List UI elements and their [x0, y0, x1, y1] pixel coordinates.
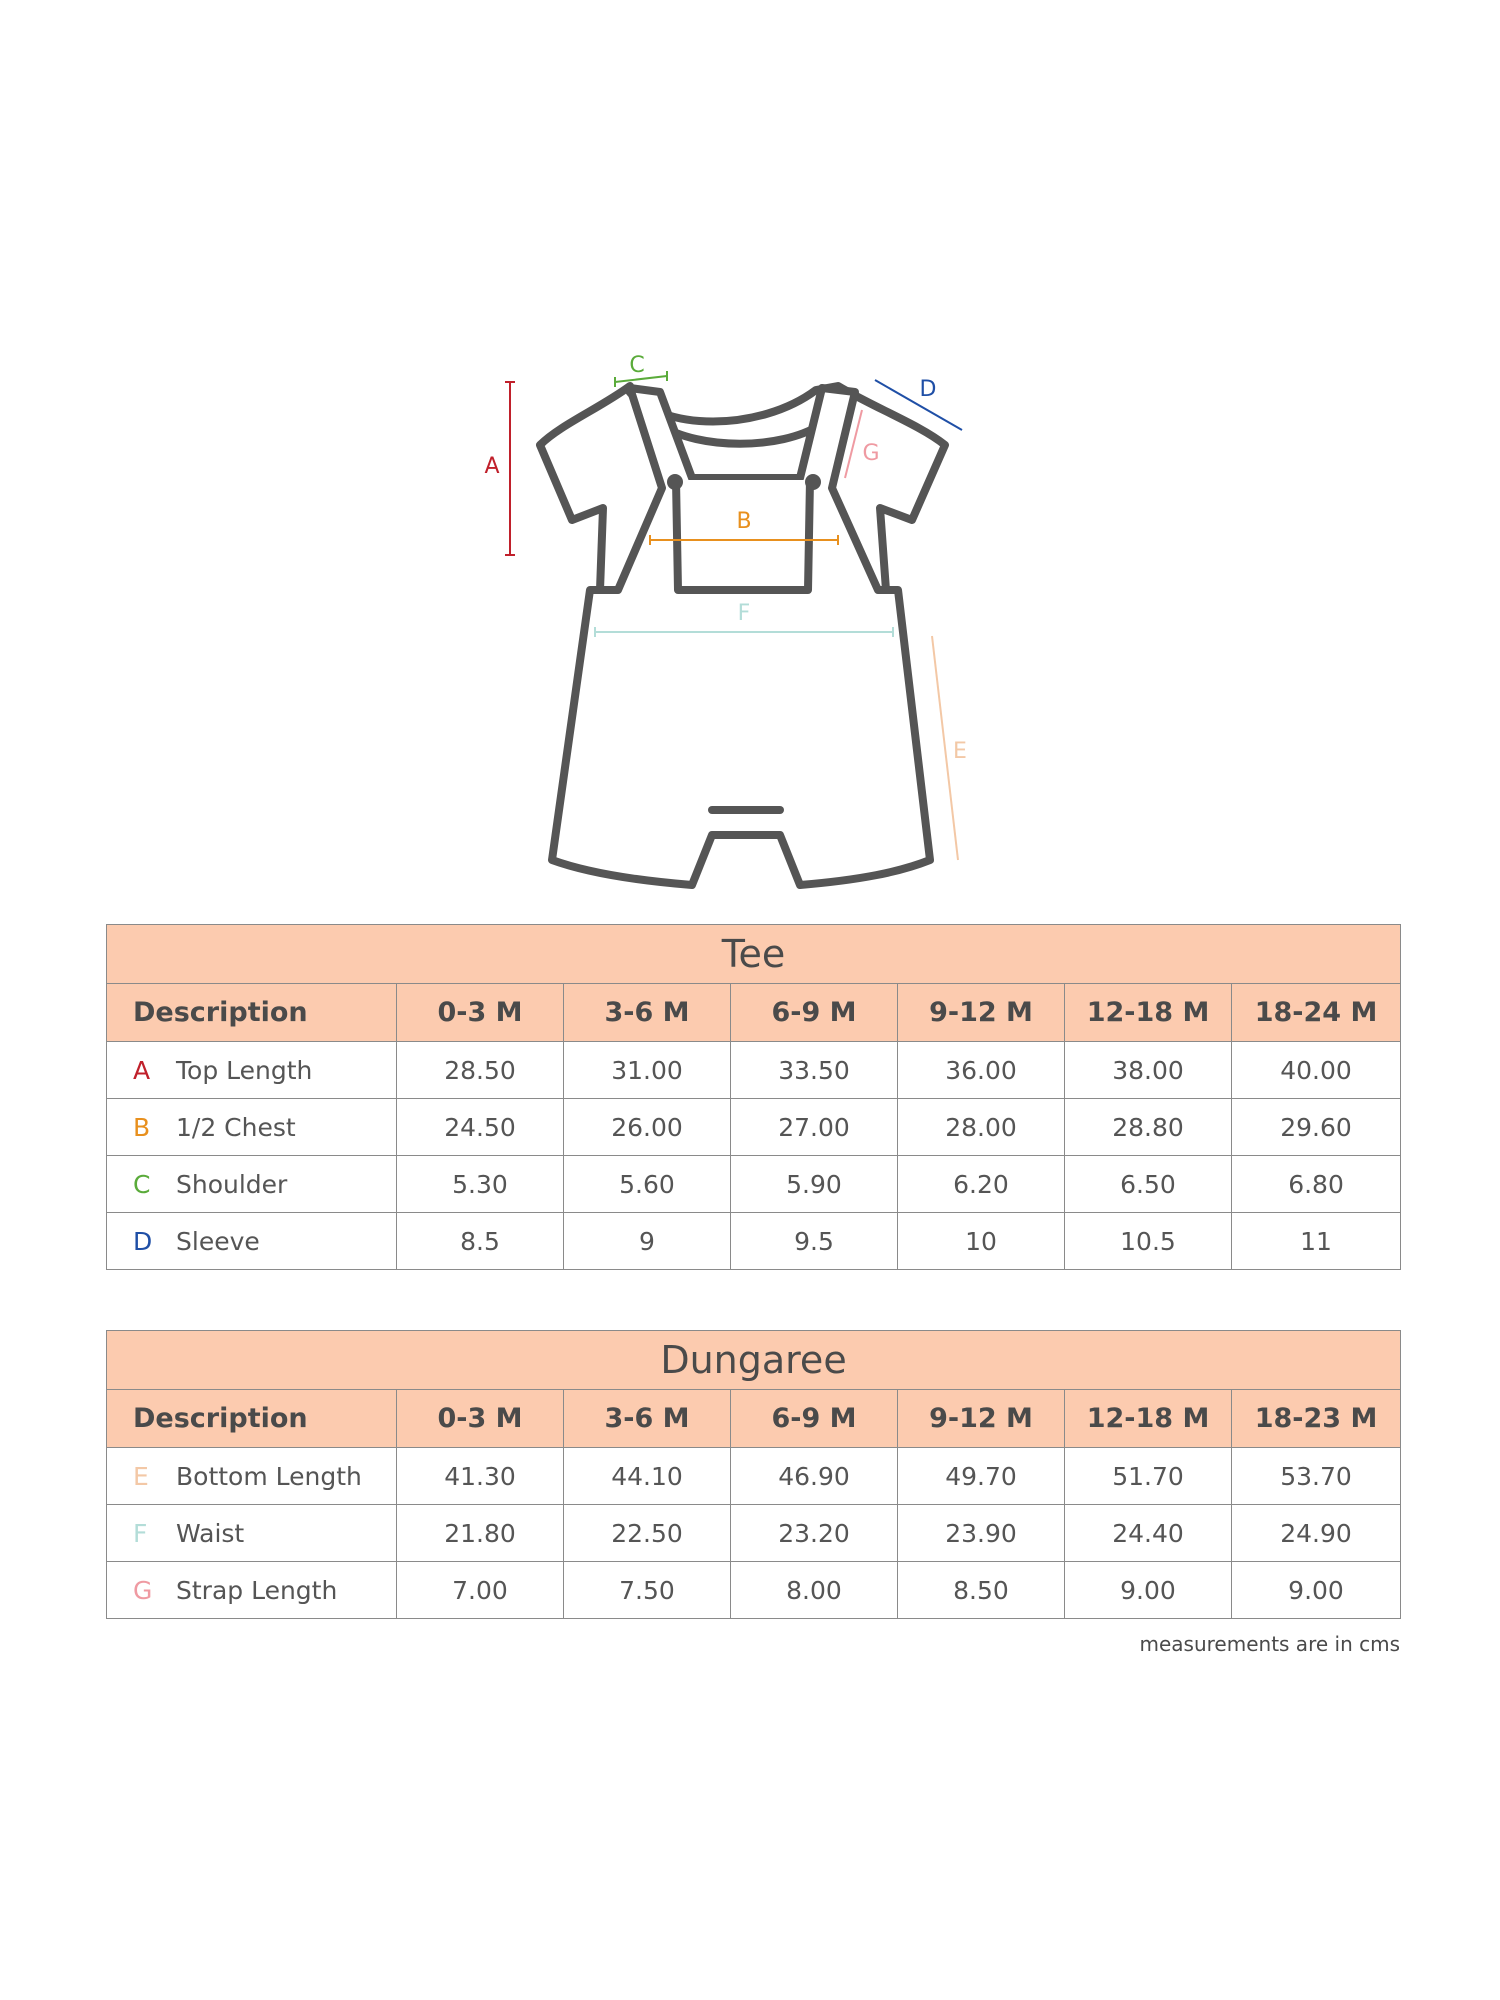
table-cell: 8.00 [731, 1562, 898, 1619]
column-header: Description [107, 984, 397, 1042]
measure-name: Strap Length [176, 1575, 338, 1605]
table-cell: 5.60 [564, 1156, 731, 1213]
column-header: 6-9 M [731, 984, 898, 1042]
measure-label-d: D [919, 377, 937, 402]
table-cell: 46.90 [731, 1448, 898, 1505]
strap-button-icon [667, 474, 683, 490]
table-cell: 21.80 [397, 1505, 564, 1562]
table-cell: 28.00 [898, 1099, 1065, 1156]
table-cell: 36.00 [898, 1042, 1065, 1099]
table-cell: 40.00 [1232, 1042, 1401, 1099]
column-header: 9-12 M [898, 1390, 1065, 1448]
table-row [107, 1562, 1401, 1619]
measure-label-f: F [737, 601, 751, 626]
table-cell: 11 [1232, 1213, 1401, 1270]
table-cell: 24.40 [1065, 1505, 1232, 1562]
measure-name: Sleeve [176, 1226, 260, 1256]
table-cell: 9.5 [731, 1213, 898, 1270]
table-cell: 6.20 [898, 1156, 1065, 1213]
table-cell: 9.00 [1065, 1562, 1232, 1619]
table-cell: 9.00 [1232, 1562, 1401, 1619]
table-cell: 31.00 [564, 1042, 731, 1099]
dungaree-title: Dungaree [107, 1331, 1401, 1390]
table-row [107, 1448, 1401, 1505]
table-cell: 7.50 [564, 1562, 731, 1619]
table-row [107, 1042, 1401, 1099]
column-header: 18-23 M [1232, 1390, 1401, 1448]
column-header: 9-12 M [898, 984, 1065, 1042]
table-title-row [107, 925, 1401, 984]
row-description [107, 1448, 397, 1505]
table-cell: 8.5 [397, 1213, 564, 1270]
table-cell: 23.20 [731, 1505, 898, 1562]
row-description [107, 1099, 397, 1156]
column-header: 0-3 M [397, 984, 564, 1042]
table-cell: 49.70 [898, 1448, 1065, 1505]
table-cell: 9 [564, 1213, 731, 1270]
table-header-row [107, 1390, 1401, 1448]
row-description [107, 1042, 397, 1099]
measure-label-a: A [484, 454, 500, 479]
measure-name: Bottom Length [176, 1461, 362, 1491]
garment-diagram [0, 0, 1500, 900]
table-cell: 8.50 [898, 1562, 1065, 1619]
measure-label-g: G [862, 441, 880, 466]
column-header: 6-9 M [731, 1390, 898, 1448]
row-description [107, 1213, 397, 1270]
table-cell: 51.70 [1065, 1448, 1232, 1505]
row-description [107, 1562, 397, 1619]
table-cell: 29.60 [1232, 1099, 1401, 1156]
measure-letter: D [133, 1226, 153, 1256]
table-cell: 10 [898, 1213, 1065, 1270]
measure-a [505, 382, 515, 555]
table-cell: 53.70 [1232, 1448, 1401, 1505]
table-cell: 6.80 [1232, 1156, 1401, 1213]
table-cell: 27.00 [731, 1099, 898, 1156]
table-cell: 7.00 [397, 1562, 564, 1619]
measure-name: Top Length [176, 1055, 313, 1085]
measure-name: Shoulder [176, 1169, 288, 1199]
measure-name: Waist [176, 1518, 245, 1548]
measure-label-e: E [953, 739, 967, 764]
table-header-row [107, 984, 1401, 1042]
row-description [107, 1156, 397, 1213]
tee-title: Tee [107, 925, 1401, 984]
table-row [107, 1213, 1401, 1270]
measure-letter: B [133, 1112, 151, 1142]
strap-button-icon [805, 474, 821, 490]
table-cell: 5.30 [397, 1156, 564, 1213]
table-cell: 28.50 [397, 1042, 564, 1099]
column-header: 18-24 M [1232, 984, 1401, 1042]
table-cell: 23.90 [898, 1505, 1065, 1562]
column-header: 0-3 M [397, 1390, 564, 1448]
measure-letter: A [133, 1055, 151, 1085]
measure-letter: C [133, 1169, 151, 1199]
column-header: 3-6 M [564, 1390, 731, 1448]
table-cell: 41.30 [397, 1448, 564, 1505]
row-description [107, 1505, 397, 1562]
column-header: 12-18 M [1065, 1390, 1232, 1448]
table-row [107, 1156, 1401, 1213]
table-row [107, 1099, 1401, 1156]
tee-size-table [106, 924, 1401, 1270]
measure-letter: E [133, 1461, 149, 1491]
table-cell: 6.50 [1065, 1156, 1232, 1213]
table-cell: 24.50 [397, 1099, 564, 1156]
column-header: 12-18 M [1065, 984, 1232, 1042]
measure-letter: F [133, 1518, 148, 1548]
table-cell: 5.90 [731, 1156, 898, 1213]
table-cell: 26.00 [564, 1099, 731, 1156]
measure-label-b: B [736, 509, 752, 534]
table-cell: 22.50 [564, 1505, 731, 1562]
table-cell: 44.10 [564, 1448, 731, 1505]
measure-label-c: C [629, 353, 645, 378]
column-header: 3-6 M [564, 984, 731, 1042]
column-header: Description [107, 1390, 397, 1448]
table-cell: 33.50 [731, 1042, 898, 1099]
table-cell: 28.80 [1065, 1099, 1232, 1156]
measure-letter: G [133, 1575, 153, 1605]
measure-name: 1/2 Chest [176, 1112, 296, 1142]
table-cell: 10.5 [1065, 1213, 1232, 1270]
dungaree-size-table [106, 1330, 1401, 1619]
table-cell: 38.00 [1065, 1042, 1232, 1099]
table-title-row [107, 1331, 1401, 1390]
table-cell: 24.90 [1232, 1505, 1401, 1562]
measurement-unit-note: measurements are in cms [1139, 1632, 1400, 1656]
table-row [107, 1505, 1401, 1562]
